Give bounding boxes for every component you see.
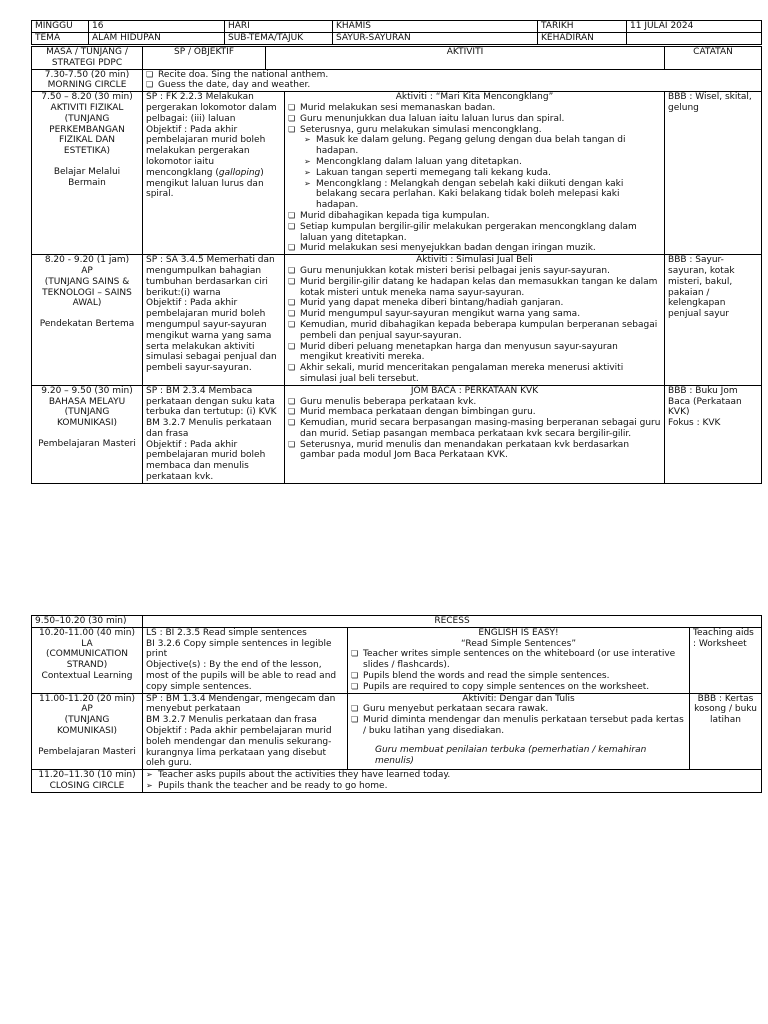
recess-label: RECESS — [143, 616, 762, 628]
activity-step: ❏ Murid diminta mendengar dan menulis perkataan tersebut pada kertas / buku latihan yang disediakan. — [351, 715, 686, 737]
sains-activity-cell — [285, 255, 665, 386]
sains-row — [32, 255, 762, 386]
activity-step: ❏ Kemudian, murid secara berpasangan masing-masing berperanan sebagai guru dan murid. Setiap pasangan membaca perkataan kvk secara bergilir-gilir. — [288, 418, 661, 440]
activity-step: ❏ Murid melakukan sesi menyejukkan badan dengan iringan muzik. — [288, 243, 661, 254]
english-sp: LS : BI 2.3.5 Read simple sentences — [146, 627, 307, 638]
activity-substep: ➢ Mencongklang : Melangkah dengan sebelah kaki diikuti dengan kaki belakang secara perlahan. Kaki belakang tidak boleh melepasi kaki hadapan. — [304, 179, 661, 211]
kehadiran-label: KEHADIRAN — [538, 33, 627, 45]
column-header-row — [32, 47, 762, 70]
bm1-time: 9.20 – 9.50 (30 min) — [41, 385, 133, 396]
activity-step: ❏ Murid bergilir-gilir datang ke hadapan kelas dan memasukkan tangan ke dalam kotak misteri untuk meneka nama sayur-sayuran. — [288, 277, 661, 299]
recess-row — [32, 616, 762, 628]
fizikal-sp: SP : FK 2.2.3 Melakukan pergerakan lokomotor dalam pelbagai: (iii) laluan — [146, 92, 277, 124]
activity-step: ❏ Guru menulis beberapa perkataan kvk. — [288, 397, 661, 408]
english-row — [32, 627, 762, 693]
tema-label: TEMA — [32, 33, 89, 45]
activity-step: ❏ Murid mengumpul sayur-sayuran mengikut warna yang sama. — [288, 309, 661, 320]
morning-time: 7.30-7.50 (20 min) MORNING CIRCLE — [32, 69, 143, 92]
tema-value: ALAM HIDUPAN — [89, 33, 225, 45]
sains-time: 8.20 - 9.20 (1 jam) — [44, 255, 130, 266]
english-activity-title: ENGLISH IS EASY! — [478, 627, 559, 638]
english-activity-subtitle: “Read Simple Sentences” — [460, 638, 576, 649]
activity-step: ❏ Guru menunjukkan kotak misteri berisi pelbagai jenis sayur-sayuran. — [288, 266, 661, 277]
catatan-header: CATATAN — [665, 47, 762, 70]
fizikal-strategy: Belajar Melalui Bermain — [53, 166, 121, 188]
activity-step: ❏ Murid diberi peluang menetapkan harga dan menyusun sayur-sayuran mengikut kreativiti mereka. — [288, 342, 661, 364]
fizikal-subject: AKTIVITI FIZIKAL — [50, 102, 124, 113]
aktiviti-header: AKTIVITI — [266, 47, 665, 70]
recess-time: 9.50–10.20 (30 min) — [32, 616, 143, 628]
bm1-time-cell — [32, 385, 143, 483]
bm2-sp-cell — [143, 693, 348, 770]
english-strategy: Contextual Learning — [41, 670, 133, 681]
bm2-strand: (TUNJANG KOMUNIKASI) — [56, 715, 117, 736]
bm1-sp-cell — [143, 385, 285, 483]
closing-time: 11.20–11.30 (10 min) CLOSING CIRCLE — [32, 770, 143, 793]
bm2-time: 11.00-11.20 (20 min) — [39, 693, 135, 704]
english-subject: LA — [81, 638, 93, 649]
tarikh-value: 11 JULAI 2024 — [627, 21, 762, 33]
english-objective: Objective(s) : By the end of the lesson, most of the pupils will be able to read and copy simple sentences. — [146, 660, 337, 692]
activity-step: ❏ Pupils are required to copy simple sentences on the worksheet. — [351, 682, 686, 693]
activity-step: ❏ Pupils blend the words and read the simple sentences. — [351, 671, 686, 682]
sains-activity-title: Aktiviti : Simulasi Jual Beli — [416, 255, 533, 266]
english-notes: Teaching aids : Worksheet — [690, 627, 762, 693]
minggu-label: MINGGU — [32, 21, 89, 33]
activity-step: ❏ Guru menyebut perkataan secara rawak. — [351, 704, 686, 715]
bm1-activity-cell — [285, 385, 665, 483]
activity-step: ❏ Kemudian, murid dibahagikan kepada beberapa kumpulan berperanan sebagai pembeli dan penjual sayur-sayuran. — [288, 320, 661, 342]
hari-value: KHAMIS — [333, 21, 538, 33]
fizikal-notes: BBB : Wisel, skital, gelung — [665, 92, 762, 255]
english-time-cell — [32, 627, 143, 693]
activity-step: ❏ Murid yang dapat meneka diberi bintang/hadiah ganjaran. — [288, 298, 661, 309]
activity-step: ❏ Murid membaca perkataan dengan bimbingan guru. — [288, 407, 661, 418]
sains-sp-cell — [143, 255, 285, 386]
bm1-focus: Fokus : KVK — [668, 418, 721, 429]
bm2-activity-title: Aktiviti: Dengar dan Tulis — [462, 693, 575, 704]
activity-step: ❏ Akhir sekali, murid menceritakan pengalaman mereka menerusi aktiviti simulasi jual beli tersebut. — [288, 363, 661, 385]
bm2-row — [32, 693, 762, 770]
bm1-sp: SP : BM 2.3.4 Membaca perkataan dengan suku kata terbuka dan tertutup: (i) KVK — [146, 385, 277, 418]
activity-step: ❏ Teacher writes simple sentences on the whiteboard (or use interative slides / flashcards). — [351, 649, 686, 671]
activity-substep: ➢ Lakuan tangan seperti memegang tali kekang kuda. — [304, 168, 661, 179]
bm1-activity-title: JOM BACA : PERKATAAN KVK — [410, 385, 539, 396]
sains-strand: (TUNJANG SAINS & TEKNOLOGI – SAINS AWAL) — [42, 276, 132, 309]
bm2-strategy: Pembelajaran Masteri — [38, 746, 136, 757]
closing-item: ➢ Pupils thank the teacher and be ready to go home. — [146, 781, 758, 792]
morning-circle-row — [32, 69, 762, 92]
english-activity-cell — [348, 627, 690, 693]
fizikal-sp-cell — [143, 92, 285, 255]
sains-sp: SP : SA 3.4.5 Memerhati dan mengumpulkan bahagian tumbuhan berdasarkan ciri berikut:(i) warna — [146, 255, 275, 298]
hari-label: HARI — [225, 21, 333, 33]
sp-header: SP / OBJEKTIF — [143, 47, 266, 70]
fizikal-time-cell — [32, 92, 143, 255]
fizikal-strand: (TUNJANG PERKEMBANGAN FIZIKAL DAN ESTETIKA) — [49, 113, 125, 157]
activity-step: ❏ Murid dibahagikan kepada tiga kumpulan. — [288, 211, 661, 222]
bm2-sp2: BM 3.2.7 Menulis perkataan dan frasa — [146, 715, 317, 726]
bm2-activity-cell — [348, 693, 690, 770]
lesson-plan-table — [31, 46, 762, 484]
activity-step: ❏ Seterusnya, guru melakukan simulasi mencongklang. — [288, 125, 661, 136]
morning-item: ❏ Recite doa. Sing the national anthem. — [146, 70, 758, 81]
bm1-objective: Objektif : Pada akhir pembelajaran murid boleh membaca dan menulis perkataan kvk. — [146, 439, 266, 483]
lesson-plan-table-2 — [31, 615, 762, 793]
english-strand: (COMMUNICATION STRAND) — [45, 649, 129, 671]
sains-notes: BBB : Sayur-sayuran, kotak misteri, bakul, pakaian / kelengkapan penjual sayur — [665, 255, 762, 386]
fizikal-row — [32, 92, 762, 255]
bm2-sp: SP : BM 1.3.4 Mendengar, mengecam dan menyebut perkataan — [146, 693, 336, 715]
bm1-notes: BBB : Buku Jom Baca (Perkataan KVK) — [668, 385, 742, 418]
kehadiran-value — [627, 33, 762, 45]
fizikal-objective: Objektif : Pada akhir pembelajaran murid boleh melakukan pergerakan lokomotor iaitu mencongklang (galloping) mengikut laluan lurus dan spiral. — [146, 124, 266, 200]
tarikh-label: TARIKH — [538, 21, 627, 33]
english-time: 10.20-11.00 (40 min) — [39, 627, 135, 638]
morning-item: ❏ Guess the date, day and weather. — [146, 80, 758, 91]
english-sp2: BI 3.2.6 Copy simple sentences in legible print — [146, 638, 332, 660]
activity-step: ❏ Seterusnya, murid menulis dan menandakan perkataan kvk berdasarkan gambar pada modul Jom Baca Perkataan KVK. — [288, 440, 661, 462]
minggu-value: 16 — [89, 21, 225, 33]
sains-time-cell — [32, 255, 143, 386]
closing-activities — [143, 770, 762, 793]
header-table — [31, 20, 762, 45]
sains-objective: Objektif : Pada akhir pembelajaran murid boleh mengumpul sayur-sayuran mengikut warna yang sama serta melakukan aktiviti simulasi sebagai penjual dan pembeli sayur-sayuran. — [146, 298, 277, 374]
activity-substep: ➢ Masuk ke dalam gelung. Pegang gelung dengan dua belah tangan di hadapan. — [304, 135, 661, 157]
activity-substep: ➢ Mencongklang dalam laluan yang ditetapkan. — [304, 157, 661, 168]
bm1-strategy: Pembelajaran Masteri — [38, 438, 136, 449]
subtema-value: SAYUR-SAYURAN — [333, 33, 538, 45]
fizikal-activity-cell — [285, 92, 665, 255]
bm1-subject: BAHASA MELAYU — [48, 396, 126, 407]
activity-step: ❏ Guru menunjukkan dua laluan iaitu laluan lurus dan spiral. — [288, 114, 661, 125]
closing-row — [32, 770, 762, 793]
bm1-notes-cell — [665, 385, 762, 483]
activity-step: ❏ Setiap kumpulan bergilir-gilir melakukan pergerakan mencongklang dalam laluan yang ditetapkan. — [288, 222, 661, 244]
bm2-subject: AP — [81, 704, 93, 715]
bm2-time-cell — [32, 693, 143, 770]
bm1-row — [32, 385, 762, 483]
fizikal-activity-title: Aktiviti : “Mari Kita Mencongklang” — [395, 92, 554, 103]
bm2-notes: BBB : Kertas kosong / buku latihan — [690, 693, 762, 770]
bm2-objective: Objektif : Pada akhir pembelajaran murid boleh mendengar dan menulis sekurang-kurangnya lima perkataan yang disebut oleh guru. — [146, 725, 332, 769]
sains-strategy: Pendekatan Bertema — [39, 319, 135, 330]
activity-step: ❏ Murid melakukan sesi memanaskan badan. — [288, 103, 661, 114]
masa-header: MASA / TUNJANG / STRATEGI PDPC — [32, 47, 143, 70]
sains-subject: AP — [81, 265, 93, 276]
subtema-label: SUB-TEMA/TAJUK — [225, 33, 333, 45]
morning-activities — [143, 69, 762, 92]
bm2-assessment: Guru membuat penilaian terbuka (pemerhatian / kemahiran menulis) — [375, 744, 647, 766]
english-sp-cell — [143, 627, 348, 693]
fizikal-time: 7.50 – 8.20 (30 min) — [41, 92, 133, 103]
bm1-sp2: BM 3.2.7 Menulis perkataan dan frasa — [146, 418, 272, 439]
bm1-strand: (TUNJANG KOMUNIKASI) — [56, 407, 117, 429]
closing-item: ➢ Teacher asks pupils about the activities they have learned today. — [146, 770, 758, 781]
